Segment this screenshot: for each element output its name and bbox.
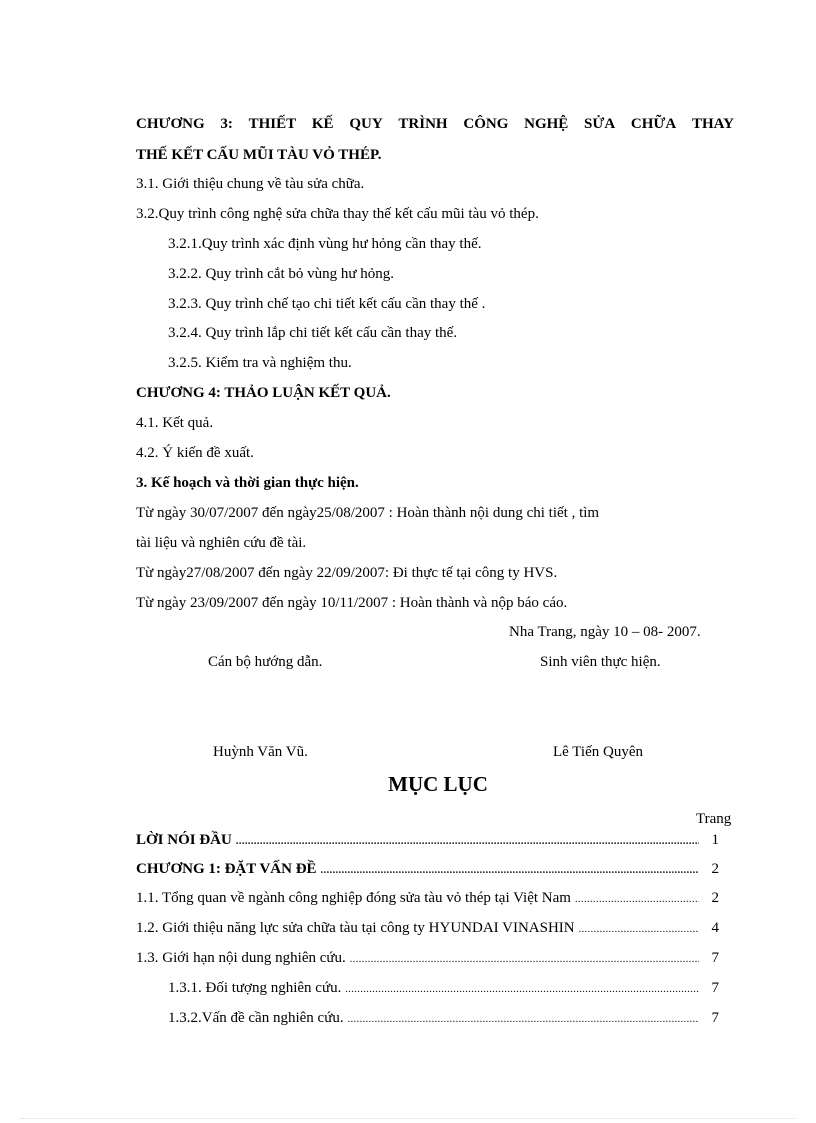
section-3-2-3: 3.2.3. Quy trình chế tạo chi tiết kết cấu cần thay thế . [168,296,486,312]
toc-entry-page: 7 [711,1010,719,1026]
student-label: Sinh viên thực hiện. [540,654,661,670]
heading-word: THIẾT [248,116,297,132]
toc-entry-text: LỜI NÓI ĐẦU [136,832,232,848]
toc-leader [345,981,699,999]
toc-page-header: Trang [696,811,732,827]
heading-word: SỬA [584,116,616,132]
plan-line: Từ ngày 23/09/2007 đến ngày 10/11/2007 : Hoàn thành và nộp báo cáo. [136,595,568,611]
student-name: Lê Tiến Quyên [553,744,643,760]
toc-entry-text: 1.2. Giới thiệu năng lực sửa chữa tàu tại công ty HYUNDAI VINASHIN [136,920,575,936]
heading-word: 3: [220,116,233,132]
section-4-1: 4.1. Kết quả. [136,415,214,431]
toc-leader [579,921,699,939]
section-3-2-2: 3.2.2. Quy trình cắt bỏ vùng hư hỏng. [168,266,395,282]
chapter4-heading: CHƯƠNG 4: THẢO LUẬN KẾT QUẢ. [136,385,391,401]
toc-entry [136,949,719,969]
toc-entry [136,889,719,909]
section-3-2-4: 3.2.4. Quy trình lắp chi tiết kết cấu cần thay thế. [168,325,458,341]
toc-leader [236,833,699,851]
section-3-2-1: 3.2.1.Quy trình xác định vùng hư hỏng cần thay thế. [168,236,482,252]
toc-entry-text: 1.3.2.Vấn đề cần nghiên cứu. [168,1010,344,1026]
toc-entry [136,860,719,880]
toc-entry [168,1009,719,1029]
toc-entry [136,919,719,939]
toc-entry-text: CHƯƠNG 1: ĐẶT VẤN ĐỀ [136,861,317,877]
toc-leader [348,1011,699,1029]
chapter3-heading-line1 [136,115,734,133]
toc-leader [321,862,699,880]
advisor-name: Huỳnh Văn Vũ. [213,744,308,760]
toc-title: MỤC LỤC [388,772,488,796]
section-3-2-5: 3.2.5. Kiểm tra và nghiệm thu. [168,355,352,371]
heading-word: NGHỆ [524,116,569,132]
heading-word: QUY [349,116,383,132]
toc-entry [136,831,719,851]
heading-word: THAY [691,116,734,132]
toc-entry [168,979,719,999]
heading-word: KẾ [311,116,334,132]
toc-entry-text: 1.3. Giới hạn nội dung nghiên cứu. [136,950,346,966]
place-date: Nha Trang, ngày 10 – 08- 2007. [509,624,701,640]
advisor-label: Cán bộ hướng dẫn. [208,654,323,670]
section-3-2: 3.2.Quy trình công nghệ sửa chữa thay thế kết cấu mũi tàu vỏ thép. [136,206,539,222]
toc-entry-page: 1 [711,832,719,848]
plan-line: Từ ngày27/08/2007 đến ngày 22/09/2007: Đi thực tế tại công ty HVS. [136,565,558,581]
plan-line: tài liệu và nghiên cứu đề tài. [136,535,307,551]
heading-word: CÔNG [463,116,509,132]
plan-line: Từ ngày 30/07/2007 đến ngày25/08/2007 : Hoàn thành nội dung chi tiết , tìm [136,505,600,521]
section-4-2: 4.2. Ý kiến đề xuất. [136,445,254,461]
toc-entry-text: 1.3.1. Đối tượng nghiên cứu. [168,980,342,996]
page-bottom-divider [20,1118,796,1119]
heading-word: CHƯƠNG [136,116,205,132]
plan-heading: 3. Kế hoạch và thời gian thực hiện. [136,475,359,491]
heading-word: CHỮA [630,116,677,132]
toc-entry-page: 7 [711,980,719,996]
toc-entry-text: 1.1. Tổng quan về ngành công nghiệp đóng sửa tàu vỏ thép tại Việt Nam [136,890,571,906]
section-3-1: 3.1. Giới thiệu chung về tàu sửa chữa. [136,176,365,192]
toc-leader [575,891,699,909]
heading-word: TRÌNH [398,116,448,132]
toc-entry-page: 4 [711,920,719,936]
toc-entry-page: 2 [711,861,719,877]
toc-entry-page: 7 [711,950,719,966]
toc-entry-page: 2 [711,890,719,906]
toc-leader [350,951,699,969]
chapter3-heading-line2: THẾ KẾT CẤU MŨI TÀU VỎ THÉP. [136,147,382,163]
